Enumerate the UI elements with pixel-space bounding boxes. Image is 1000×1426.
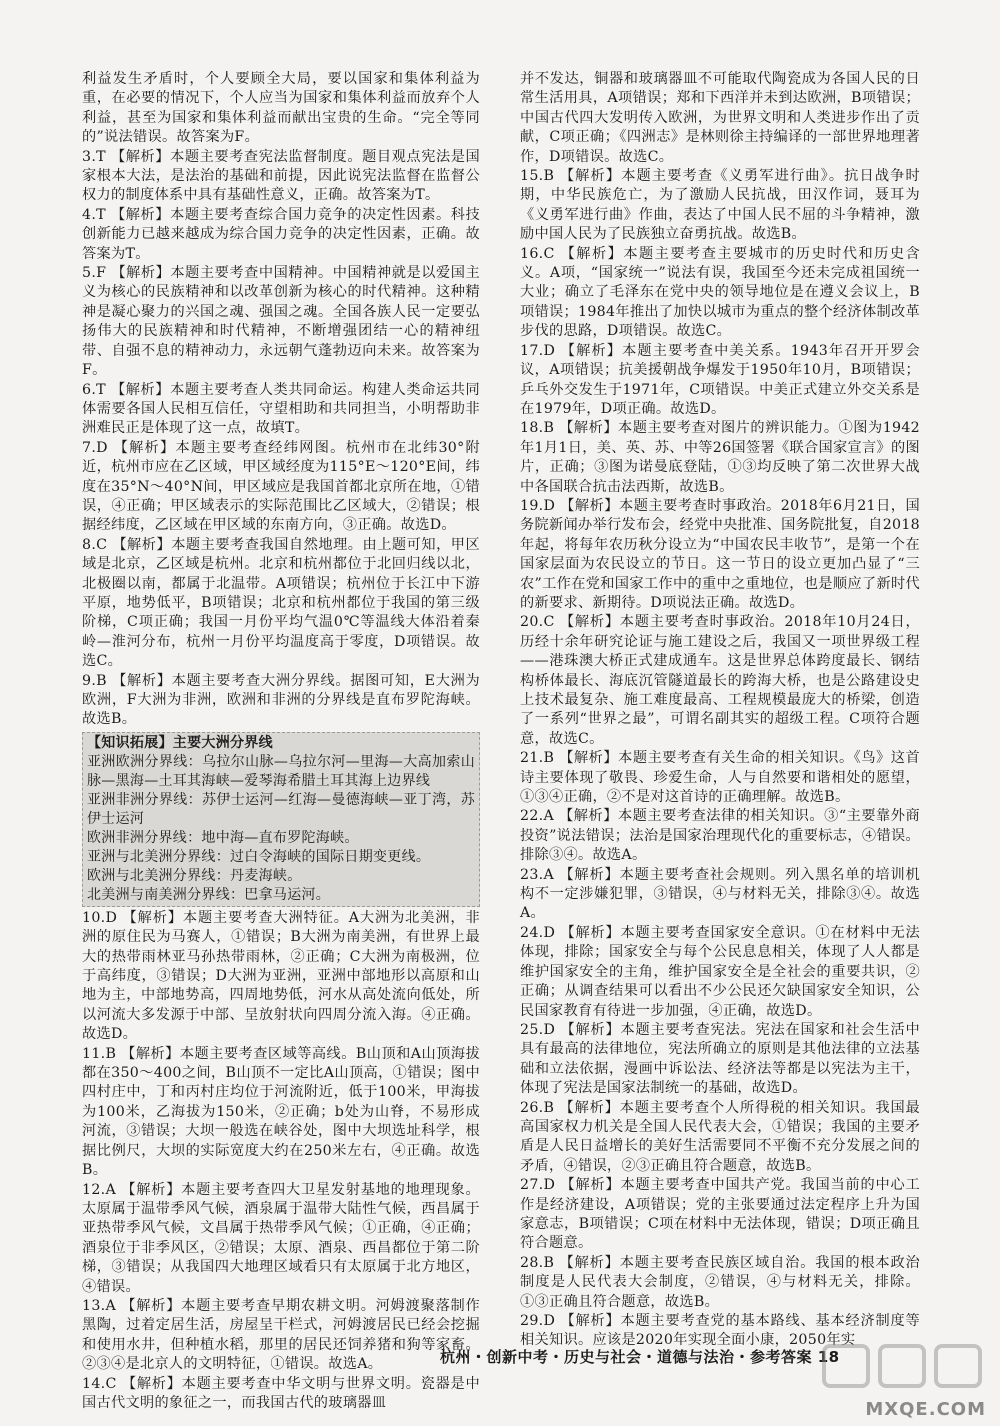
knowledge-box-line: 北美洲与南美洲分界线：巴拿马运河。	[87, 886, 331, 903]
answer-paragraph: 24.D 【解析】本题主要考查国家安全意识。①在材料中无法体现，排除；国家安全与每个公民息息相关，体现了人人都是维护国家安全的主角，维护国家安全是全社会的重要共识，②正确；从调查结果可以看出不少公民还欠缺国家安全知识，公民国家教育有待进一步加强，④正确，故选D。	[520, 924, 920, 1019]
answer-paragraph: 22.A 【解析】本题主要考查法律的相关知识。③“主要靠外商投资”说法错误；法治是国家治理现代化的重要标志，④错误。排除③④。故选A。	[520, 808, 920, 864]
answer-paragraph: 21.B 【解析】本题主要考查有关生命的相关知识。《鸟》这首诗主要体现了敬畏、珍爱生命，人与自然要和谐相处的愿望，①③④正确，②不是对这首诗的正确理解。故选B。	[520, 750, 920, 806]
answer-paragraph: 7.D 【解析】本题主要考查经纬网图。杭州市在北纬30°附近，杭州市应在乙区域，甲区域经度为115°E～120°E间，纬度在35°N～40°N间，甲区域应是我国首都北京所在地，①错误，④正确；甲区域表示的实际范围比乙区域大，②错误；根据经纬度，乙区域在甲区域的东南方向，③正确。故选D。	[82, 439, 480, 534]
answer-paragraph: 26.B 【解析】本题主要考查个人所得税的相关知识。我国最高国家权力机关是全国人民代表大会，①错误；我国的主要矛盾是人民日益增长的美好生活需要同不平衡不充分发展之间的矛盾，④错误，②③正确且符合题意，故选B。	[520, 1099, 920, 1174]
knowledge-box-title: 【知识拓展】主要大洲分界线	[87, 734, 273, 751]
answer-paragraph: 17.D 【解析】本题主要考查中美关系。1943年召开开罗会议，A项错误；抗美援朝战争爆发于1950年10月，B项错误；乒乓外交发生于1971年，C项错误。中美正式建立外交关系是在1979年，D项正确。故选D。	[520, 342, 920, 417]
answer-paragraph: 4.T 【解析】本题主要考查综合国力竞争的决定性因素。科技创新能力已越来越成为综合国力竞争的决定性因素，正确。故答案为T。	[82, 206, 480, 262]
page-footer: 杭州・创新中考・历史与社会・道德与法治・参考答案 18	[440, 1348, 840, 1366]
answer-paragraph: 9.B 【解析】本题主要考查大洲分界线。据图可知，E大洲为欧洲，F大洲为非洲，欧洲和非洲的分界线是直布罗陀海峡。故选B。	[82, 672, 480, 728]
right-column	[520, 70, 920, 1351]
answer-paragraph: 15.B 【解析】本题主要考查《义勇军进行曲》。抗日战争时期，中华民族危亡，为了激励人民抗战，田汉作词，聂耳为《义勇军进行曲》作曲，表达了中国人民不屈的斗争精神，激励中国人民为了民族独立奋勇抗战。故选B。	[520, 168, 920, 243]
knowledge-box-line: 欧洲非洲分界线：地中海—直布罗陀海峡。	[87, 829, 359, 846]
answer-paragraph: 14.C 【解析】本题主要考查中华文明与世界文明。瓷器是中国古代文明的象征之一，而我国古代的玻璃器皿	[82, 1375, 480, 1411]
left-column	[82, 70, 480, 1413]
knowledge-box-line: 亚洲非洲分界线：苏伊士运河—红海—曼德海峡—亚丁湾，苏伊士运河	[87, 791, 475, 827]
answer-paragraph: 13.A 【解析】本题主要考查早期农耕文明。河姆渡聚落制作黑陶，过着定居生活，房屋呈干栏式，河姆渡居民已经会挖掘和使用水井，但种植水稻，那里的居民还饲养猪和狗等家畜。②③④是北京人的文明特征，①错误。故选A。	[82, 1297, 480, 1373]
watermark-text: MXQE.COM	[865, 1399, 986, 1420]
answer-paragraph: 6.T 【解析】本题主要考查人类共同命运。构建人类命运共同体需要各国人民相互信任，守望相助和共同担当，小明帮助非洲难民正是体现了这一点，故填T。	[82, 381, 480, 437]
answer-paragraph: 29.D 【解析】本题主要考查党的基本路线、基本经济制度等相关知识。应该是2020年实现全面小康，2050年实	[520, 1313, 920, 1349]
knowledge-box-line: 亚洲与北美洲分界线：过白令海峡的国际日期变更线。	[87, 848, 431, 865]
answer-paragraph: 利益发生矛盾时，个人要顾全大局，要以国家和集体利益为重，在必要的情况下，个人应当为国家和集体利益而放弃个人利益，甚至为国家和集体利益而献出宝贵的生命。“完全等同的”说法错误。故答案为F。	[82, 71, 480, 146]
answer-paragraph: 12.A 【解析】本题主要考查四大卫星发射基地的地理现象。太原属于温带季风气候，酒泉属于温带大陆性气候，西昌属于亚热带季风气候，文昌属于热带季风气候；①正确，④正确；酒泉位于非季风区，②错误；太原、酒泉、西昌都位于第二阶梯，③错误；从我国四大地理区域看只有太原属于北方地区，④错误。	[82, 1181, 480, 1295]
answer-paragraph: 25.D 【解析】本题主要考查宪法。宪法在国家和社会生活中具有最高的法律地位，宪法所确立的原则是其他法律的立法基础和立法依据，漫画中诉讼法、经济法等都是以宪法为主干，体现了宪法是国家法制统一的基础，故选D。	[520, 1021, 920, 1097]
answer-paragraph: 28.B 【解析】本题主要考查民族区域自治。我国的根本政治制度是人民代表大会制度，②错误，④与材料无关，排除。①③正确且符合题意，故选B。	[520, 1254, 920, 1310]
answer-paragraph: 19.D 【解析】本题主要考查时事政治。2018年6月21日，国务院新闻办举行发布会，经党中央批准、国务院批复，自2018年起，将每年农历秋分设立为“中国农民丰收节”，是第一个在国家层面为农民设立的节日。这一节日的设立更加凸显了“三农”工作在党和国家工作中的重中之重地位，也是顺应了新时代的新要求、新期待。D项说法正确。故选D。	[520, 497, 920, 611]
answer-paragraph: 5.F 【解析】本题主要考查中国精神。中国精神就是以爱国主义为核心的民族精神和以改革创新为核心的时代精神。这种精神是凝心聚力的兴国之魂、强国之魂。全国各族人民一定要弘扬伟大的民族精神和时代精神，不断增强团结一心的精神纽带、自强不息的精神动力，永远朝气蓬勃迈向未来。故答案为F。	[82, 265, 480, 379]
knowledge-box-line: 欧洲与北美洲分界线：丹麦海峡。	[87, 867, 302, 884]
answer-paragraph: 20.C 【解析】本题主要考查时事政治。2018年10月24日，历经十余年研究论证与施工建设之后，我国又一项世界级工程——港珠澳大桥正式建成通车。这是世界总体跨度最长、钢结构桥体最长、海底沉管隧道最长的跨海大桥，也是公路建设史上技术最复杂、施工难度最高、工程规模最庞大的桥梁，创造了一系列“世界之最”，可谓名副其实的超级工程。C项符合题意，故选C。	[520, 614, 920, 747]
knowledge-box-line: 亚洲欧洲分界线：乌拉尔山脉—乌拉尔河—里海—大高加索山脉—黑海—土耳其海峡—爱琴海希腊土耳其海上边界线	[87, 753, 475, 789]
answer-paragraph: 11.B 【解析】本题主要考查区域等高线。B山顶和A山顶海拔都在350～400之间，B山顶不一定比A山顶高，①错误；图中四村庄中，丁和丙村庄均位于河流附近，低于100米，甲海拔为100米，乙海拔为150米，②正确；b处为山脊，不易形成河流，③错误；大坝一般选在峡谷处，图中大坝选址科学，根据比例尺，大坝的实际宽度大约在250米左右，④正确。故选B。	[82, 1045, 480, 1179]
answer-paragraph: 16.C 【解析】本题主要考查主要城市的历史时代和历史含义。A项，“国家统一”说法有误，我国至今还未完成祖国统一大业；确立了毛泽东在党中央的领导地位是在遵义会议上，B项错误；1984年推出了加快以城市为重点的整个经济体制改革步伐的思路，D项错误。故选C。	[520, 245, 920, 340]
answer-paragraph: 8.C 【解析】本题主要考查我国自然地理。由上题可知，甲区域是北京，乙区域是杭州。北京和杭州都位于北回归线以北，北极圈以南，都属于北温带。A项错误；杭州位于长江中下游平原，地势低平，B项错误；北京和杭州都位于我国的第三级阶梯，C项正确；我国一月份平均气温0℃等温线大体沿着秦岭—淮河分布，杭州一月份平均温度高于零度，D项错误。故选C。	[82, 536, 480, 670]
answer-paragraph: 18.B 【解析】本题主要考查对图片的辨识能力。①图为1942年1月1日，美、英、苏、中等26国签署《联合国家宣言》的图片，正确；③图为诺曼底登陆，①③均反映了第二次世界大战中各国联合抗击法西斯，故选B。	[520, 420, 920, 495]
answer-paragraph: 3.T 【解析】本题主要考查宪法监督制度。题目观点宪法是国家根本大法，是法治的基础和前提，因此说宪法监督在监督公权力的制度体系中具有基础性意义，正确。故答案为T。	[82, 148, 480, 204]
answer-paragraph: 并不发达，铜器和玻璃器皿不可能取代陶瓷成为各国人民的日常生活用具，A项错误；郑和下西洋并未到达欧洲，B项错误；中国古代四大发明传入欧洲，为世界文明和人类进步作出了贡献，C项正确；《四洲志》是林则徐主持编译的一部世界地理著作，D项错误。故选C。	[520, 71, 920, 165]
knowledge-extension-box	[82, 732, 480, 907]
answer-paragraph: 10.D 【解析】本题主要考查大洲特征。A大洲为北美洲，非洲的原住民为马赛人，①错误；B大洲为南美洲，有世界上最大的热带雨林亚马孙热带雨林，②正确；C大洲为南极洲，位于高纬度，③错误；D大洲为亚洲，亚洲中部地形以高原和山地为主，中部地势高，四周地势低，河水从高处流向低处，所以河流大多发源于中部、呈放射状向四周分流入海。④正确。故选D。	[82, 909, 480, 1043]
answer-paragraph: 23.A 【解析】本题主要考查社会规则。列入黑名单的培训机构不一定涉嫌犯罪，③错误，④与材料无关，排除③④。故选A。	[520, 866, 920, 922]
answer-paragraph: 27.D 【解析】本题主要考查中国共产党。我国当前的中心工作是经济建设，A项错误；党的主张要通过法定程序上升为国家意志，B项错误；C项在材料中无法体现，错误；D项正确且符合题意。	[520, 1177, 920, 1252]
